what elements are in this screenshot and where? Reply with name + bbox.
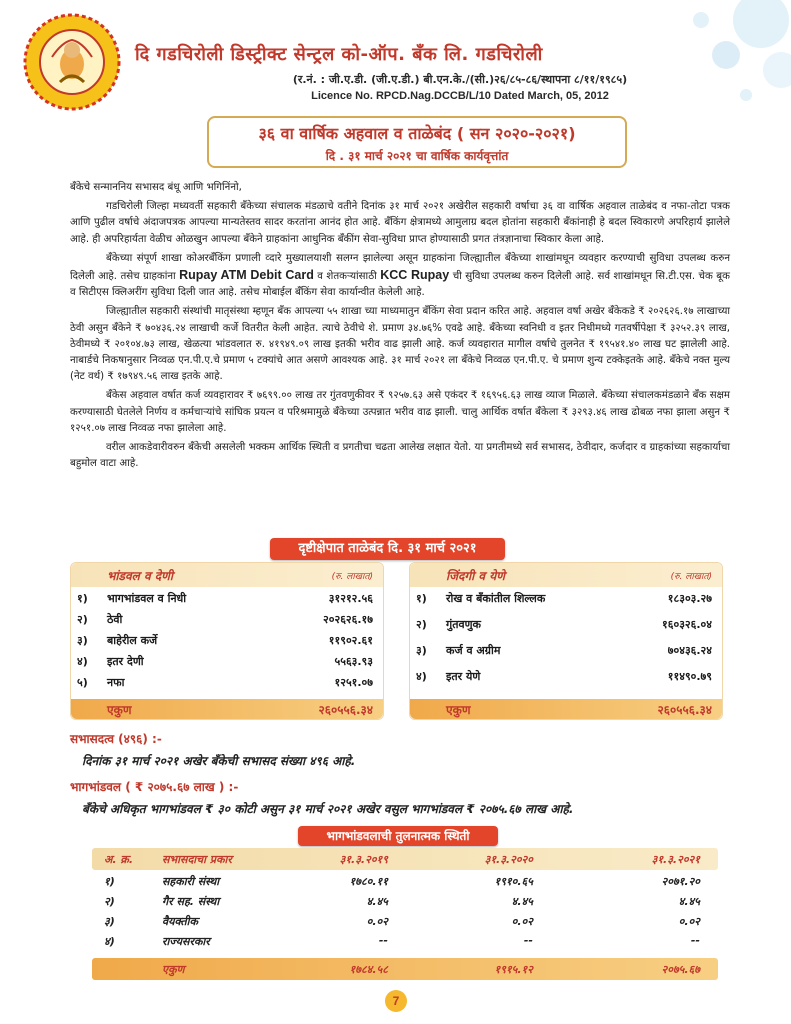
rupay-card-text: Rupay ATM Debit Card xyxy=(179,268,314,283)
bank-name: दि गडचिरोली डिस्ट्रीक्ट सेन्ट्रल को-ऑप. बँक लि. गडचिरोली xyxy=(135,44,543,65)
salutation: बँकेचे सन्माननिय सभासद बंधू आणि भगिनिंनो, xyxy=(70,182,242,193)
header-member-type: सभासदाचा प्रकार xyxy=(162,853,232,866)
cell: वैयक्तीक xyxy=(162,915,198,928)
assets-unit: (रु. लाखात) xyxy=(670,572,712,582)
header-2019: ३१.३.२०१९ xyxy=(339,853,388,866)
total-2020: १९१५.१२ xyxy=(494,963,533,976)
row-label: ठेवी xyxy=(107,613,123,626)
cell: ४.४५ xyxy=(366,895,388,908)
cell: ४.४५ xyxy=(511,895,533,908)
cell: ०.०२ xyxy=(678,915,700,928)
balance-sheet-title: दृष्टीक्षेपात ताळेबंद दि. ३१ मार्च २०२१ xyxy=(270,538,505,560)
cell: ३) xyxy=(104,915,115,928)
row-value: ७०४३६.२४ xyxy=(667,644,712,657)
registration-number: (र.नं. : जी.ए.डी. (जी.ए.डी.) बी.एन.के./(सी.)२६/८५-८६/स्थापना ८/११/१९८५) xyxy=(292,73,628,86)
cell: राज्यसरकार xyxy=(162,935,210,948)
paragraph-2 xyxy=(70,251,730,302)
row-label: बाहेरील कर्जे xyxy=(107,634,158,647)
bank-logo-seal xyxy=(22,12,122,112)
row-number: २) xyxy=(77,613,88,626)
paragraph-4: बँकेस अहवाल वर्षात कर्ज व्यवहारावर ₹ ७६९९.०० लाख तर गुंतवणुकीवर ₹ ९२५७.६३ असे एकंदर ₹ १६९५६.६३ लाख व्याज मिळाले. बँकेच्या संचालकमंडळाने बँक सक्षम करण्यासाठी घेतलेले निर्णय व कर्मचाऱ्यांचे सांघिक प्रयत्न व परिश्रमामुळे बँकेच्या उत्पन्नात भरीव वाढ झाली. चालु आर्थिक वर्षात बँकेला ₹ ३२९३.४६ लाख ढोबळ नफा झाला असुन ₹ १२५१.०७ लाख निव्वळ नफा झालेला आहे. xyxy=(70,390,730,434)
report-body xyxy=(70,180,730,472)
table-row xyxy=(71,671,383,692)
row-label: रोख व बँकांतील शिल्लक xyxy=(446,592,546,605)
cell: -- xyxy=(378,934,388,947)
table-row xyxy=(92,870,718,890)
row-value: ३१२१२.५६ xyxy=(328,592,373,605)
row-value: १२५१.०७ xyxy=(334,676,373,689)
assets-heading: जिंदगी व येणे xyxy=(446,569,505,583)
row-value: ११४९०.७९ xyxy=(667,670,712,683)
liabilities-total-row xyxy=(71,699,383,719)
row-value: १६०३२६.०४ xyxy=(662,618,712,631)
row-number: ४) xyxy=(77,655,88,668)
row-number: ५) xyxy=(77,676,88,689)
licence-number: Licence No. RPCD.Nag.DCCB/L/10 Dated March, 05, 2012 xyxy=(311,90,609,102)
membership-heading: सभासदत्व (४९६) :- xyxy=(70,732,162,746)
cell: सहकारी संस्था xyxy=(162,875,220,888)
liabilities-unit: (रु. लाखात) xyxy=(331,572,373,582)
table-header-row xyxy=(92,848,718,870)
cell: १) xyxy=(104,875,115,888)
row-label: कर्ज व अग्रीम xyxy=(446,644,501,657)
row-value: २०२६२६.१७ xyxy=(323,613,373,626)
share-capital-text: बँकेचे अधिकृत भागभांडवल ₹ ३० कोटी असुन ३१ मार्च २०२१ अखेर वसुल भागभांडवल ₹ २०७५.६७ लाख आहे. xyxy=(82,802,574,816)
cell: २०७१.२० xyxy=(661,875,700,888)
table-row xyxy=(71,629,383,650)
total-value: २६०५५६.३४ xyxy=(318,703,373,717)
kcc-rupay-text: KCC Rupay xyxy=(380,268,450,283)
liabilities-heading: भांडवल व देणी xyxy=(107,569,173,583)
table-row xyxy=(71,587,383,608)
paragraph-2-b: व शेतकऱ्यांसाठी xyxy=(317,271,377,283)
row-value: ५५६३.९३ xyxy=(334,655,373,668)
table-row xyxy=(71,650,383,671)
liabilities-table xyxy=(70,562,384,720)
total-label: एकुण xyxy=(107,703,132,717)
table-total-row xyxy=(92,958,718,980)
row-label: नफा xyxy=(107,676,125,689)
table-row xyxy=(92,930,718,950)
paragraph-2-c: ची सुविधा उपलब्ध करुन दिलेली आहे. सर्व शाखांमधून सि.टी.एस. चेक बूक व सिटीएस क्लिअरींग सुविधा दिली जात आहे. तसेच मोबाईल बँकिंग सेवा कार्यान्वीत केलेली आहे. xyxy=(70,271,730,299)
share-capital-heading: भागभांडवल ( ₹ २०७५.६७ लाख ) :- xyxy=(70,780,239,794)
row-label: इतर देणी xyxy=(107,655,144,668)
total-label: एकुण xyxy=(162,963,185,976)
row-number: १) xyxy=(416,592,427,605)
row-label: इतर येणे xyxy=(446,670,481,683)
row-value: ११९०२.६१ xyxy=(328,634,373,647)
report-title-box xyxy=(207,116,627,168)
total-2019: १७८४.५८ xyxy=(349,963,388,976)
cell: १७८०.११ xyxy=(349,875,388,888)
total-value: २६०५५६.३४ xyxy=(657,703,712,717)
header-2021: ३१.३.२०२१ xyxy=(651,853,700,866)
cell: -- xyxy=(690,934,700,947)
row-number: ३) xyxy=(416,644,427,657)
page-number: 7 xyxy=(385,990,407,1012)
cell: -- xyxy=(523,934,533,947)
paragraph-5: वरील आकडेवारीवरुन बँकेची असलेली भक्कम आर्थिक स्थिती व प्रगतीचा चढता आलेख लक्षात येतो. या प्रगतीमध्ये सर्व सभासद, ठेवीदार, कर्जदार व ग्राहकांच्या सहकार्याचा बहुमोल वाटा आहे. xyxy=(70,442,730,470)
assets-table xyxy=(409,562,723,720)
row-label: गुंतवणुक xyxy=(446,618,481,631)
table-row xyxy=(410,613,722,639)
liabilities-header xyxy=(71,563,383,587)
share-capital-comparison-table xyxy=(92,848,718,980)
table-row xyxy=(92,910,718,930)
paragraph-1: गडचिरोली जिल्हा मध्यवर्ती सहकारी बँकेच्या संचालक मंडळाचे वतीने दिनांक ३१ मार्च २०२१ अखेरील सहकारी वर्षाचा ३६ वा वार्षिक अहवाल ताळेबंद व नफा-तोटा पत्रक आणि पुढील वर्षाचे अंदाजपत्रक आपल्या मान्यतेस्तव सादर करतांना आनंद होत आहे. बँकिंग क्षेत्रामध्ये आमुलाग्र बदल होतांना सहकारी बँकांनाही हे बदल स्विकारणे अपरिहार्य झालेले आहे. ही अपरिहार्यता वेळीच ओळखुन आपल्या बँकेने ग्राहकांना आधुनिक बँकींग सेवा-सुविधा प्राप्त होण्यासाठी प्रगत तंत्रज्ञानाचा स्विकार केला आहे. xyxy=(70,201,730,245)
table-row xyxy=(410,587,722,613)
table-row xyxy=(410,639,722,665)
table-row xyxy=(92,890,718,910)
table-row xyxy=(410,665,722,691)
membership-text: दिनांक ३१ मार्च २०२१ अखेर बँकेची सभासद संख्या ४९६ आहे. xyxy=(82,754,356,768)
cell: १९१०.६५ xyxy=(494,875,533,888)
total-2021: २०७५.६७ xyxy=(661,963,700,976)
cell: २) xyxy=(104,895,115,908)
assets-total-row xyxy=(410,699,722,719)
header-serial: अ. क्र. xyxy=(104,853,134,866)
row-number: २) xyxy=(416,618,427,631)
paragraph-2-a: बँकेच्या संपूर्ण शाखा कोअरबँकिंग प्रणाली व्दारे मुख्यालयाशी सलग्न झालेल्या असून ग्राहकांना जिल्ह्यातील बँकेच्या शाखांमधून व्यवहार करण्याची सुविधा उपलब्ध करुन दिलेली आहे. तसेच ग्राहकांना xyxy=(70,252,730,283)
row-number: १) xyxy=(77,592,88,605)
cell: ४) xyxy=(104,935,115,948)
row-number: ४) xyxy=(416,670,427,683)
row-label: भागभांडवल व निधी xyxy=(107,592,187,605)
cell: ०.०२ xyxy=(366,915,388,928)
report-subtitle: दि . ३१ मार्च २०२१ चा वार्षिक कार्यवृत्तांत xyxy=(325,149,509,163)
cell: ४.४५ xyxy=(678,895,700,908)
cell: गैर सह. संस्था xyxy=(162,895,220,908)
header-2020: ३१.३.२०२० xyxy=(484,853,533,866)
total-label: एकुण xyxy=(446,703,471,717)
paragraph-3: जिल्ह्यातील सहकारी संस्थांची मातृसंस्था म्हणून बँक आपल्या ५५ शाखा च्या माध्यमातुन बँकिंग सेवा प्रदान करित आहे. अहवाल वर्षा अखेर बँकेकडे ₹ २०२६२६.१७ लाखाच्या ठेवी असुन बँकेने ₹ ७०४३६.२४ लाखाची कर्जे वितरीत केली आहेत. त्याचे ठेवीचे शे. प्रमाण ३४.७६% एवढे आहे. बँकेच्या स्वनिधी व इतर निधीमध्ये गतवर्षीपेक्षा ₹ ३२५२.३९ लाख, ठेवीमध्ये ₹ २०१०४.७३ लाख, खेळत्या भांडवलात रु. ४१९४९.०९ लाख इतकी भरीव वाढ झाली आहे. कर्ज व्यवहारात मागील वर्षाचे तुलनेत ₹ १९५४१.४० लाख घट झालेली आहे. नाबार्डचे निकषानुसार निव्वळ एन.पी.ए.चे प्रमाण ५ टक्यांचे आत असणे आवश्यक आहे. ३१ मार्च २०२१ ला बँकेचे निव्वळ एन.पी.ए. चे प्रमाण शुन्य टक्केइतके आहे. बँकेचे नक्त मुल्य (नेट वर्थ) ₹ १७९४९.५६ लाख इतके आहे. xyxy=(70,306,730,383)
row-number: ३) xyxy=(77,634,88,647)
row-value: १८३०३.२७ xyxy=(667,592,712,605)
comparison-title: भागभांडवलाची तुलनात्मक स्थिती xyxy=(298,826,498,846)
table-row xyxy=(71,608,383,629)
assets-header xyxy=(410,563,722,587)
report-title: ३६ वा वार्षिक अहवाल व ताळेबंद ( सन २०२०-२०२१) xyxy=(258,124,576,143)
cell: ०.०२ xyxy=(511,915,533,928)
